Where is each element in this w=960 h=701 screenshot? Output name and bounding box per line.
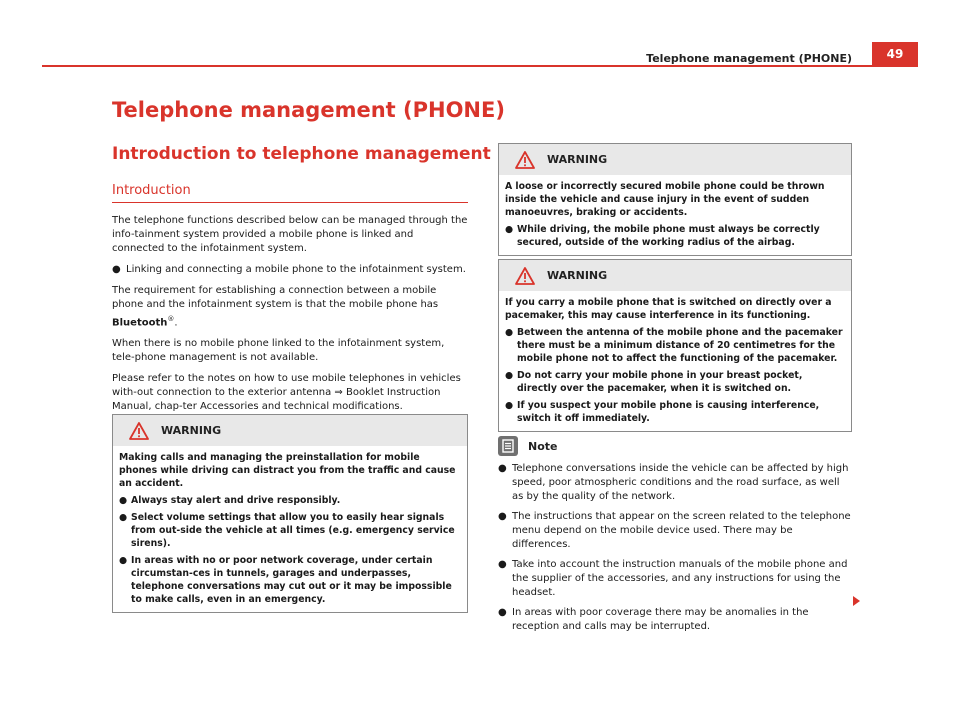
bullet-text: Between the antenna of the mobile phone and the pacemaker there must be a minimum distance of 20 centimetres for the mobile phone not to affect the functioning of the pacemaker. [517, 327, 843, 364]
warning-intro: Making calls and managing the preinstallation for mobile phones while driving can distract you from the traffic and cause an accident. [119, 452, 456, 489]
bullet-text: Do not carry your mobile phone in your breast pocket, directly over the pacemaker, when it is switched on. [517, 370, 803, 394]
list-item [498, 462, 852, 504]
subsection-rule [112, 202, 468, 203]
next-page-arrow-icon [853, 596, 860, 606]
left-body-text [112, 214, 468, 421]
bullet-text: Always stay alert and drive responsibly. [131, 495, 341, 506]
bullet-dot: ● [498, 607, 507, 618]
list-item [119, 554, 461, 606]
paragraph [112, 284, 468, 330]
bullet-text: Telephone conversations inside the vehicle can be affected by high speed, poor atmospheric conditions and the road surface, as well as by the quality of the network. [512, 463, 849, 502]
paragraph-end: . [174, 317, 178, 329]
list-item [498, 558, 852, 600]
registered-mark: ® [167, 315, 175, 323]
bullet-text: In areas with poor coverage there may be anomalies in the reception and calls may be interrupted. [512, 607, 809, 632]
warning-triangle-icon [129, 422, 149, 440]
note-icon [498, 436, 518, 456]
bullet-dot: ● [498, 511, 507, 522]
bullet-dot: ● [119, 512, 128, 523]
list-item [505, 223, 845, 249]
bullet-text: While driving, the mobile phone must always be correctly secured, outside of the working radius of the airbag. [517, 224, 820, 248]
list-item [119, 494, 461, 507]
bullet-dot: ● [505, 224, 514, 235]
bullet-dot: ● [119, 495, 128, 506]
list-item [498, 510, 852, 552]
paragraph-text: The requirement for establishing a connection between a mobile phone and the infotainment system is that the mobile phone has [112, 285, 439, 310]
bluetooth-term: Bluetooth [112, 317, 168, 329]
bullet-dot: ● [498, 559, 507, 570]
warning-body [113, 446, 467, 612]
paragraph: The telephone functions described below can be managed through the info-tainment system provided a mobile phone is linked and connected to the infotainment system. [112, 215, 468, 254]
bullet-text: If you suspect your mobile phone is causing interference, switch it off immediately. [517, 400, 820, 424]
list-item [505, 399, 845, 425]
bullet-text: Take into account the instruction manuals of the mobile phone and the supplier of the accessories, and any instructions for using the headset. [512, 559, 848, 598]
note-label: Note [528, 439, 558, 453]
section-title: Introduction to telephone management [112, 144, 491, 164]
warning-triangle-icon [515, 267, 535, 285]
warning-label: WARNING [547, 269, 608, 282]
bullet-dot: ● [112, 264, 121, 275]
note-header [498, 436, 557, 456]
warning-intro: If you carry a mobile phone that is switched on directly over a pacemaker, this may cause interference in its functioning. [505, 297, 832, 321]
bullet-dot: ● [119, 555, 128, 566]
chapter-title: Telephone management (PHONE) [112, 98, 505, 122]
paragraph: Please refer to the notes on how to use mobile telephones in vehicles with-out connection to the exterior antenna ⇒ Booklet Instruction Manual, chap-ter Accessories and technical modifications. [112, 373, 461, 413]
list-item [112, 263, 468, 277]
warning-box-pacemaker [498, 259, 852, 432]
paragraph: When there is no mobile phone linked to the infotainment system, tele-phone management is not available. [112, 338, 445, 364]
bullet-text: In areas with no or poor network coverage, under certain circumstan-ces in tunnels, garages and underpasses, telephone conversations may cut out or it may be impossible to make calls, even in an emergency. [131, 555, 452, 605]
bullet-dot: ● [505, 370, 514, 381]
page-number: 49 [872, 42, 918, 67]
list-item [498, 606, 852, 634]
warning-header [113, 415, 467, 446]
bullet-dot: ● [505, 327, 514, 338]
warning-header [499, 260, 851, 291]
list-item [119, 511, 461, 550]
warning-box-loose-phone [498, 143, 852, 256]
bullet-text: The instructions that appear on the screen related to the telephone menu depend on the mobile device used. There may be differences. [512, 511, 851, 550]
header-rule [42, 65, 918, 67]
subsection-title: Introduction [112, 183, 191, 198]
running-head-title: Telephone management (PHONE) [646, 52, 852, 65]
warning-body [499, 291, 851, 431]
bullet-text: Select volume settings that allow you to easily hear signals from out-side the vehicle at all times (e.g. emergency service sirens). [131, 512, 455, 549]
warning-box-distraction [112, 414, 468, 613]
warning-label: WARNING [547, 153, 608, 166]
bullet-dot: ● [505, 400, 514, 411]
warning-intro: A loose or incorrectly secured mobile phone could be thrown inside the vehicle and cause injury in the event of sudden manoeuvres, braking or accidents. [505, 181, 825, 218]
warning-header [499, 144, 851, 175]
bullet-dot: ● [498, 463, 507, 474]
bullet-text: Linking and connecting a mobile phone to the infotainment system. [126, 264, 466, 275]
warning-label: WARNING [161, 424, 222, 437]
warning-body [499, 175, 851, 255]
list-item [505, 326, 845, 365]
note-body [498, 462, 852, 634]
warning-triangle-icon [515, 151, 535, 169]
list-item [505, 369, 845, 395]
